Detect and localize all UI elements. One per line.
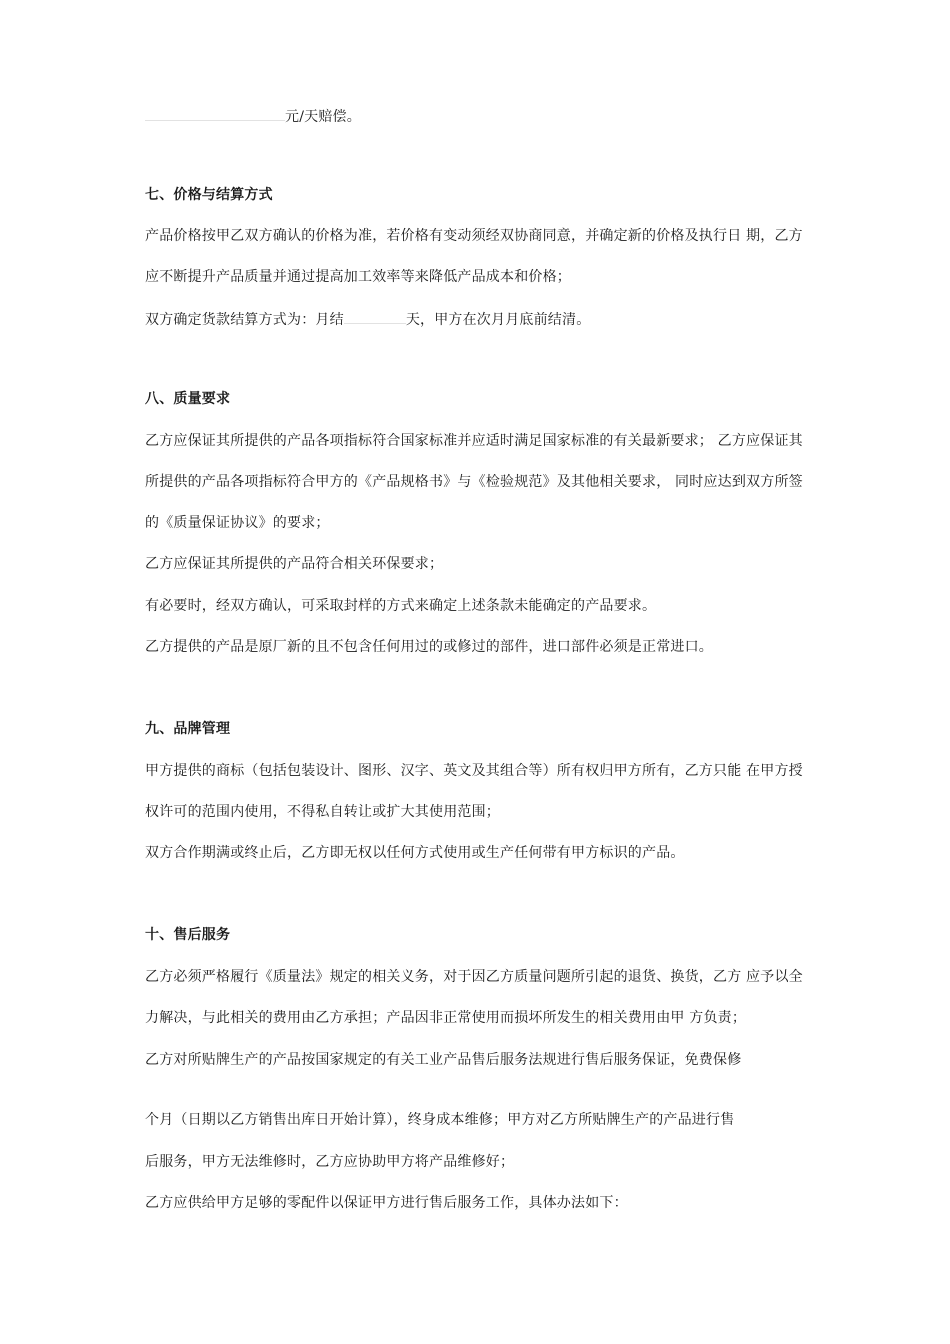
section10-line: 乙方对所贴牌生产的产品按国家规定的有关工业产品售后服务法规进行售后服务保证，免费保修	[145, 1052, 742, 1068]
section8-line: 乙方应保证其所提供的产品符合相关环保要求；	[145, 556, 444, 572]
section9-line: 双方合作期满或终止后，乙方即无权以任何方式使用或生产任何带有甲方标识的产品。	[145, 845, 685, 861]
section8-line: 所提供的产品各项指标符合甲方的《产品规格书》与《检验规范》及其他相关要求， 同时应达到双方所签	[145, 474, 803, 490]
section10-line: 乙方必须严格履行《质量法》规定的相关义务，对于因乙方质量问题所引起的退货、换货，乙方 应予以全	[145, 969, 803, 985]
section7-line: 产品价格按甲乙双方确认的价格为准，若价格有变动须经双协商同意，并确定新的价格及执行日 期，乙方	[145, 228, 803, 244]
settlement-line	[145, 309, 590, 329]
section9-line: 权许可的范围内使用，不得私自转让或扩大其使用范围；	[145, 804, 500, 820]
section10-heading: 十、售后服务	[145, 927, 231, 943]
section10-line: 后服务，甲方无法维修时，乙方应协助甲方将产品维修好；	[145, 1154, 515, 1170]
section7-line: 应不断提升产品质量并通过提高加工效率等来降低产品成本和价格；	[145, 269, 571, 285]
amount-blank	[145, 106, 285, 121]
compensation-suffix: 元/天赔偿。	[285, 109, 361, 125]
section7-heading: 七、价格与结算方式	[145, 187, 273, 203]
section8-line: 有必要时，经双方确认，可采取封样的方式来确定上述条款未能确定的产品要求。	[145, 598, 657, 614]
section8-line: 乙方应保证其所提供的产品各项指标符合国家标准并应适时满足国家标准的有关最新要求； 乙方应保证其	[145, 433, 803, 449]
section9-heading: 九、品牌管理	[145, 721, 231, 737]
section10-line: 乙方应供给甲方足够的零配件以保证甲方进行售后服务工作，具体办法如下：	[145, 1195, 628, 1211]
days-blank	[344, 309, 406, 324]
section8-line: 的《质量保证协议》的要求；	[145, 515, 330, 531]
settlement-prefix: 双方确定货款结算方式为：月结	[145, 312, 344, 328]
section10-line: 力解决，与此相关的费用由乙方承担；产品因非正常使用而损坏所发生的相关费用由甲 方负责；	[145, 1010, 747, 1026]
section8-heading: 八、质量要求	[145, 391, 231, 407]
compensation-line	[145, 106, 361, 126]
section10-line: 个月（日期以乙方销售出库日开始计算），终身成本维修；甲方对乙方所贴牌生产的产品进行售	[145, 1112, 735, 1128]
section9-line: 甲方提供的商标（包括包装设计、图形、汉字、英文及其组合等）所有权归甲方所有，乙方只能 在甲方授	[145, 763, 803, 779]
settlement-suffix: 天，甲方在次月月底前结清。	[405, 312, 591, 328]
section8-line: 乙方提供的产品是原厂新的且不包含任何用过的或修过的部件，进口部件必须是正常进口。	[145, 639, 713, 655]
